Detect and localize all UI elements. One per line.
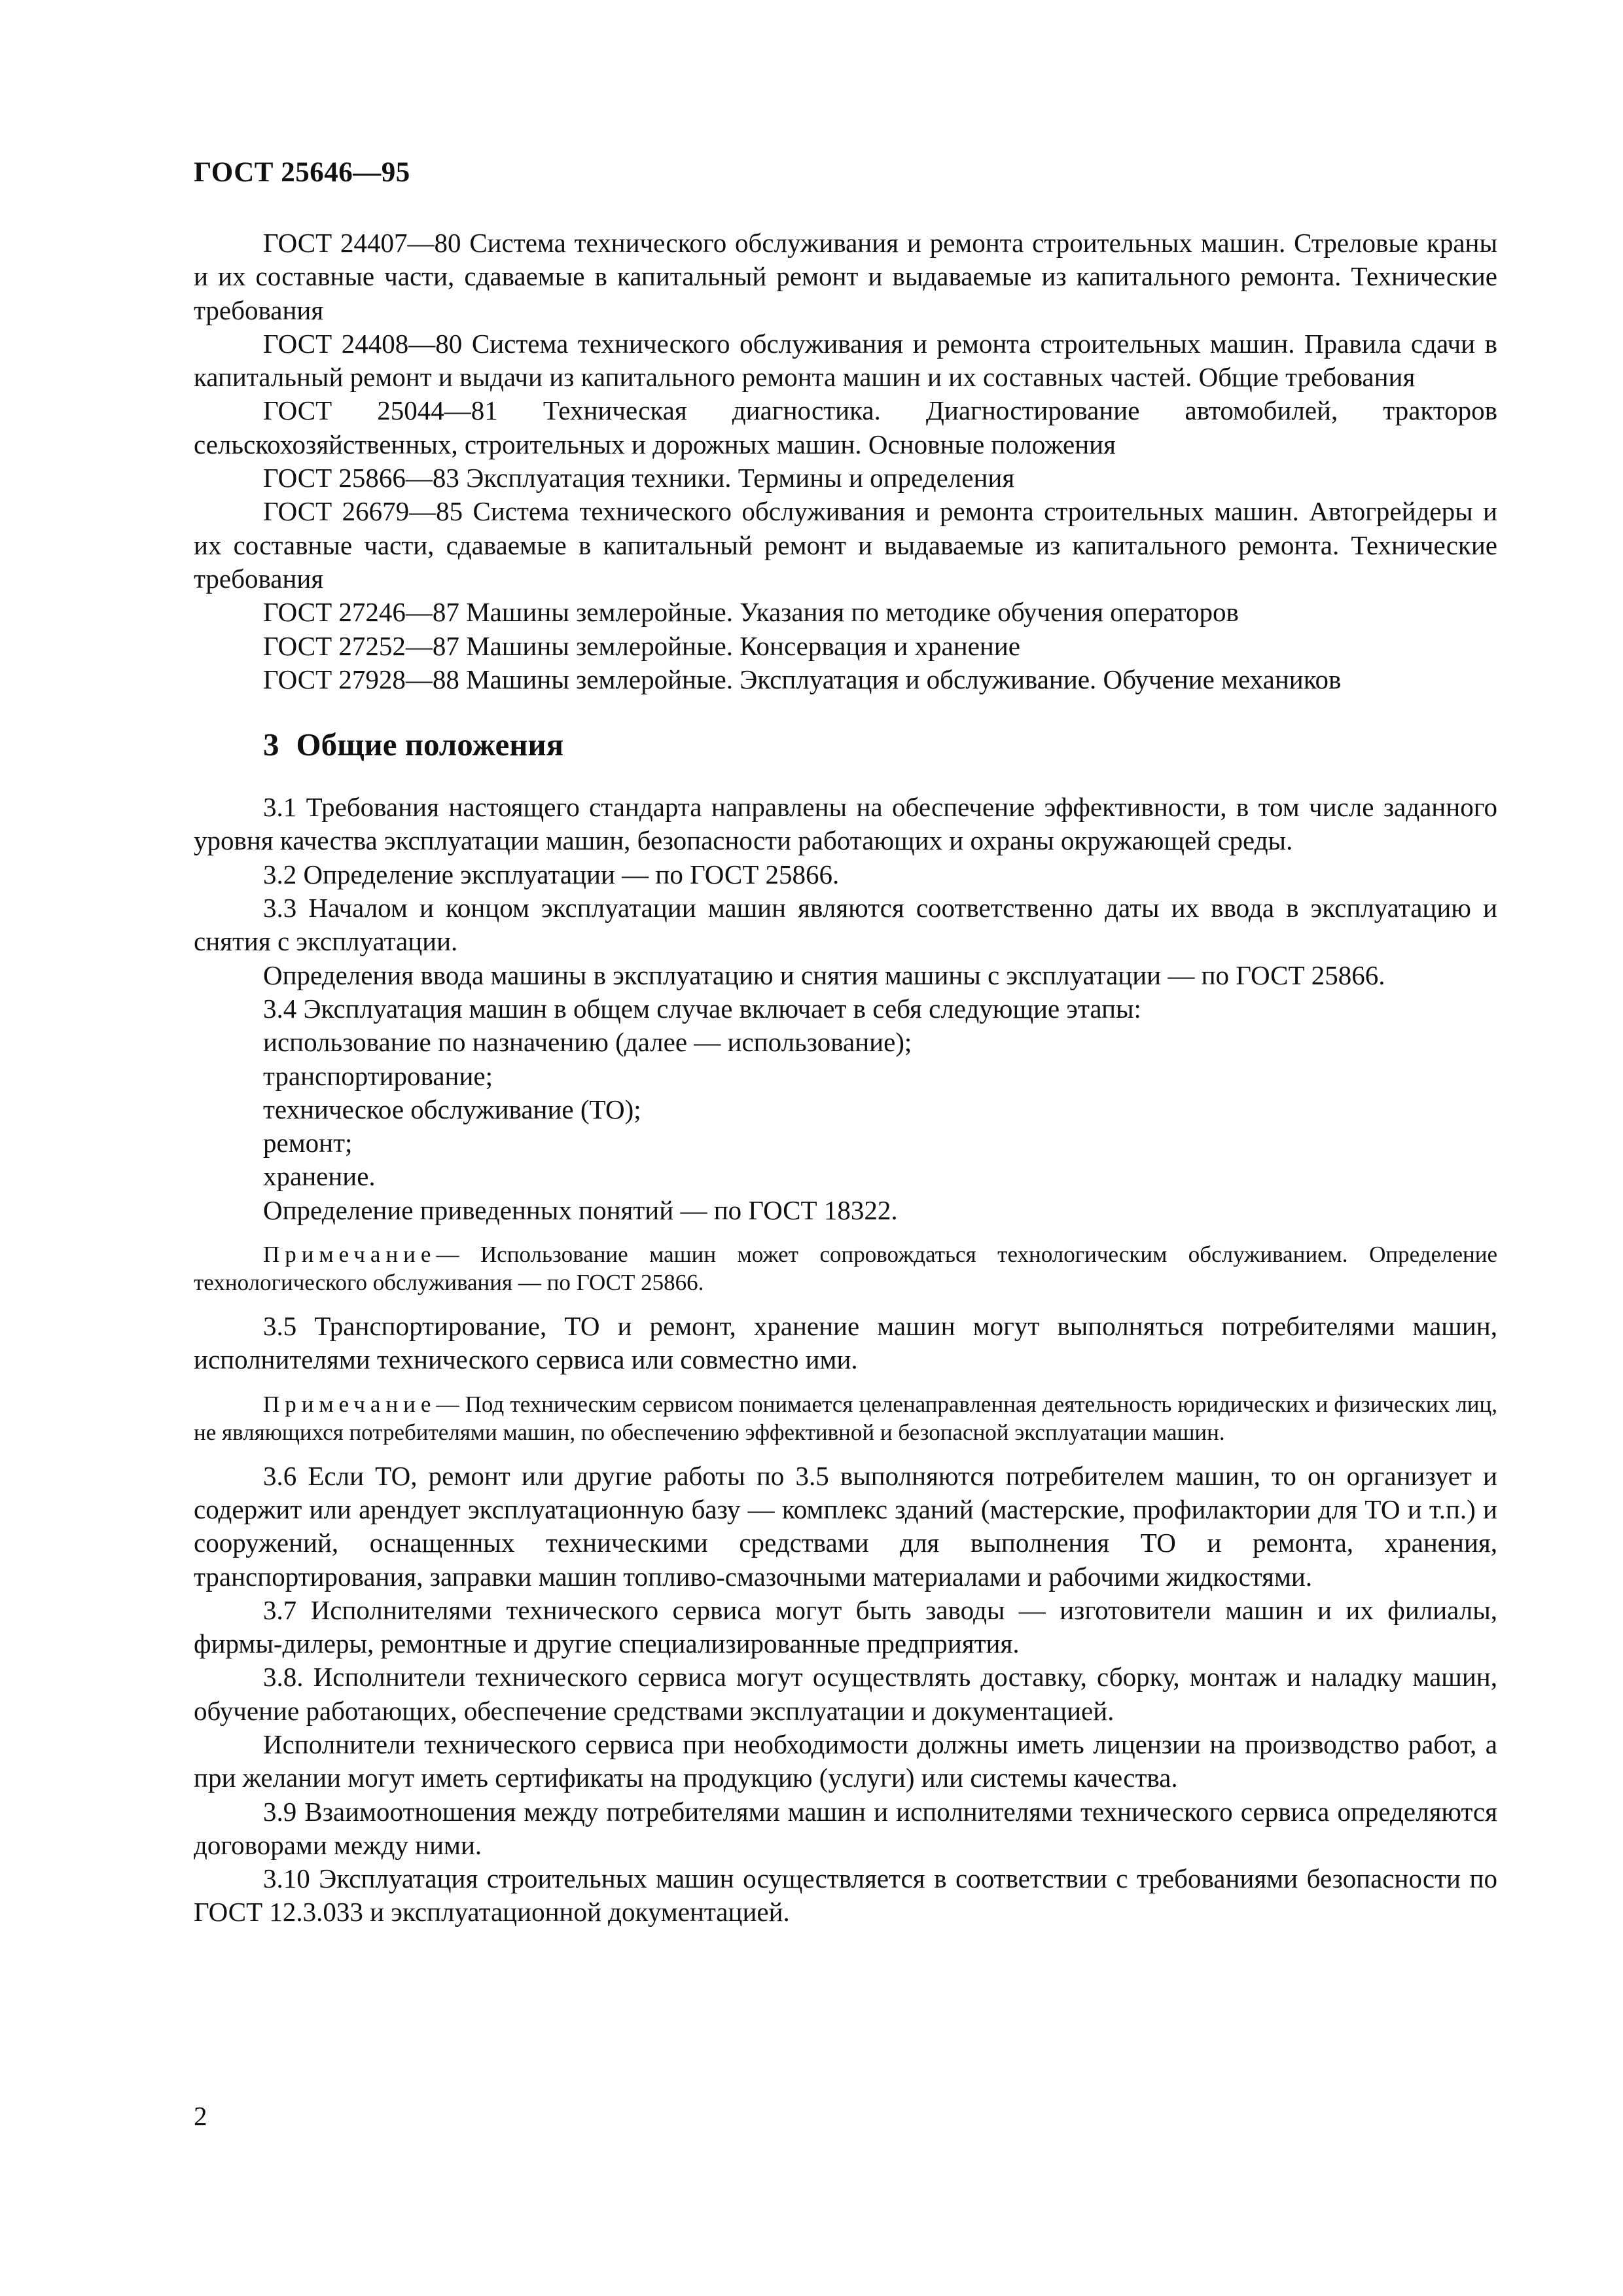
paragraph-3-5: 3.5 Транспортирование, ТО и ремонт, хранение машин могут выполняться потребителями машин, исполнителями технического сервиса или совместно ими. — [194, 1311, 1497, 1375]
paragraph-3-4-continuation: Определение приведенных понятий — по ГОСТ 18322. — [263, 1194, 898, 1225]
reference-code: ГОСТ 27252—87 — [263, 630, 459, 661]
reference-code: ГОСТ 25044—81 — [263, 395, 498, 426]
reference-code: ГОСТ 27928—88 — [263, 664, 459, 694]
paragraph-3-6: 3.6 Если ТО, ремонт или другие работы по 3.5 выполняются потребителем машин, то он организует и содержит или арендует эксплуатационную базу — комплекс зданий (мастерские, профилактории для ТО и т.п.) и сооружений, оснащенных техническими средствами для выполнения ТО и ремонта, хранения, транспортирования, заправки машин топливо-смазочными материалами и рабочими жидкостями. — [194, 1460, 1497, 1592]
paragraph-3-3: 3.3 Началом и концом эксплуатации машин являются соответственно даты их ввода в эксплуатацию и снятия с эксплуатации. — [194, 893, 1497, 957]
note-text: — Под техническим сервисом понимается целенаправленная деятельность юридических и физических лиц, не являющихся потребителями машин, по обеспечению эффективной и безопасной эксплуатации машин. — [194, 1391, 1497, 1445]
paragraph-3-8-continuation: Исполнители технического сервиса при необходимости должны иметь лицензии на производство работ, а при желании могут иметь сертификаты на продукцию (услуги) или системы качества. — [194, 1729, 1497, 1793]
note-text: — Использование машин может сопровождаться технологическим обслуживанием. Определение технологического обслуживания — по ГОСТ 25866. — [194, 1242, 1497, 1296]
reference-title: Система технического обслуживания и ремонта строительных машин. Стреловые краны и их составные части, сдаваемые в капитальный ремонт и выдаваемые из капитального ремонта. Технические требования — [194, 228, 1497, 325]
section-number: 3 — [263, 726, 279, 763]
reference-item — [194, 226, 1497, 327]
paragraph-3-1: 3.1 Требования настоящего стандарта направлены на обеспечение эффективности, в том числе заданного уровня качества эксплуатации машин, безопасности работающих и охраны окружающей среды. — [194, 792, 1497, 856]
reference-item — [194, 394, 1497, 461]
section-title: Общие положения — [296, 726, 564, 763]
paragraph-3-2: 3.2 Определение эксплуатации — по ГОСТ 25866. — [263, 859, 840, 889]
reference-code: ГОСТ 26679—85 — [263, 496, 463, 527]
paragraph-3-9: 3.9 Взаимоотношения между потребителями машин и исполнителями технического сервиса определяются договорами между ними. — [194, 1796, 1497, 1860]
document-body — [194, 226, 1497, 1929]
list-item: ремонт; — [263, 1128, 353, 1158]
reference-item — [194, 461, 1497, 495]
note-2 — [194, 1390, 1497, 1446]
note-label: Примечание — [263, 1242, 437, 1268]
page-number: 2 — [194, 2101, 207, 2131]
reference-title: Машины землеройные. Эксплуатация и обслуживание. Обучение механиков — [466, 664, 1342, 694]
reference-title: Система технического обслуживания и ремонта строительных машин. Правила сдачи в капитальный ремонт и выдачи из капитального ремонта машин и их составных частей. Общие требования — [194, 328, 1498, 393]
reference-code: ГОСТ 24407—80 — [263, 228, 461, 258]
paragraph-3-7: 3.7 Исполнителями технического сервиса могут быть заводы — изготовители машин и их филиалы, фирмы-дилеры, ремонтные и другие специализированные предприятия. — [194, 1594, 1497, 1659]
reference-code: ГОСТ 27246—87 — [263, 597, 459, 628]
paragraph-3-8: 3.8. Исполнители технического сервиса могут осуществлять доставку, сборку, монтаж и наладку машин, обучение работающих, обеспечение средствами эксплуатации и документацией. — [194, 1662, 1497, 1726]
reference-item — [194, 596, 1497, 629]
page-header-standard-number: ГОСТ 25646—95 — [194, 157, 410, 188]
reference-title: Машины землеройные. Указания по методике обучения операторов — [466, 597, 1239, 628]
paragraph-3-10: 3.10 Эксплуатация строительных машин осуществляется в соответствии с требованиями безопасности по ГОСТ 12.3.033 и эксплуатационной документацией. — [194, 1863, 1497, 1928]
reference-item — [194, 495, 1497, 596]
note-label: Примечание — [263, 1391, 437, 1417]
list-item: техническое обслуживание (ТО); — [263, 1094, 641, 1124]
paragraph-3-3-continuation: Определения ввода машины в эксплуатацию и снятия машины с эксплуатации — по ГОСТ 25866. — [263, 960, 1385, 990]
reference-item — [194, 327, 1497, 395]
note-1 — [194, 1240, 1497, 1297]
reference-code: ГОСТ 25866—83 — [263, 463, 459, 493]
list-item: транспортирование; — [263, 1060, 493, 1091]
reference-title: Эксплуатация техники. Термины и определения — [466, 463, 1015, 493]
reference-title: Техническая диагностика. Диагностирование автомобилей, тракторов сельскохозяйственных, строительных и дорожных машин. Основные положения — [194, 395, 1498, 459]
section-heading — [194, 725, 1497, 764]
paragraph-3-4: 3.4 Эксплуатация машин в общем случае включает в себя следующие этапы: — [263, 993, 1141, 1024]
reference-code: ГОСТ 24408—80 — [263, 328, 463, 359]
list-item: хранение. — [263, 1161, 376, 1192]
list-item: использование по назначению (далее — использование); — [263, 1027, 912, 1058]
reference-title: Система технического обслуживания и ремонта строительных машин. Автогрейдеры и их составные части, сдаваемые в капитальный ремонт и выдаваемые из капитального ремонта. Технические требования — [194, 496, 1498, 594]
reference-item — [194, 630, 1497, 663]
reference-title: Машины землеройные. Консервация и хранение — [466, 630, 1020, 661]
reference-item — [194, 663, 1497, 696]
